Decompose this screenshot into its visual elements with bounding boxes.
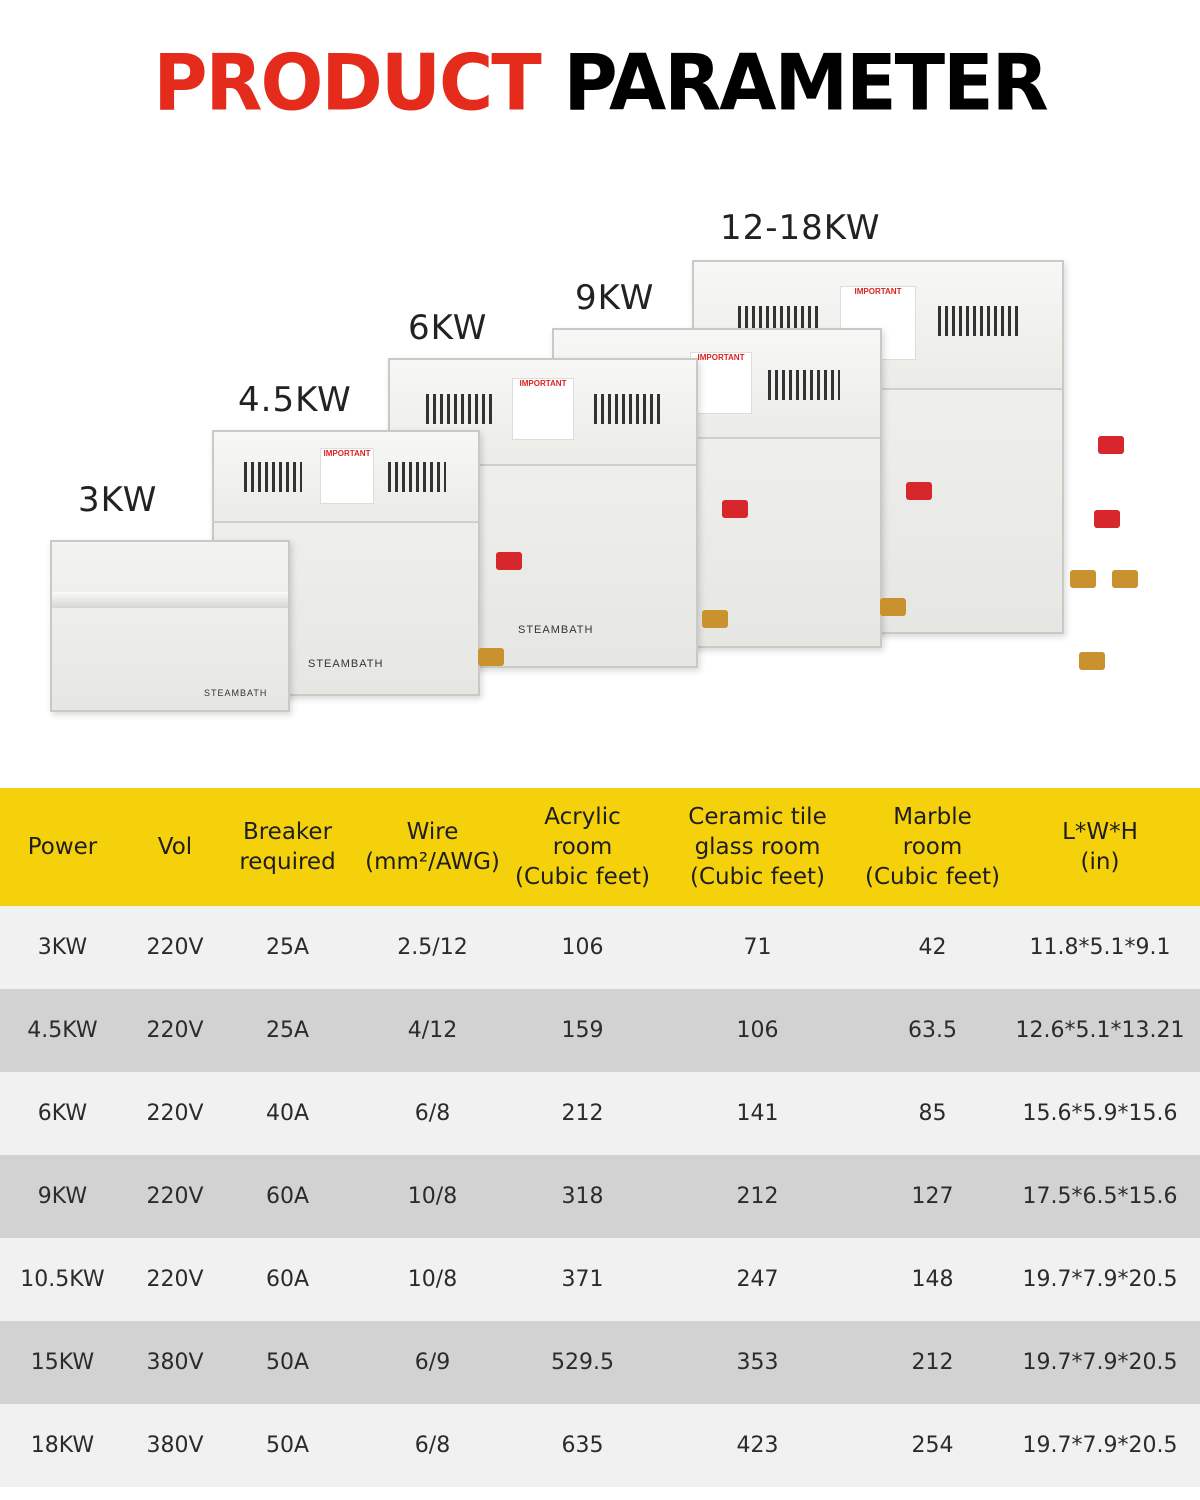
valve-icon (1098, 436, 1124, 454)
cell-vol: 220V (146, 1184, 204, 1209)
header-breaker: Breaker required (239, 819, 336, 875)
table-row (0, 906, 1200, 989)
parameter-table (0, 788, 1200, 1487)
valve-icon (496, 552, 522, 570)
cell-power: 3KW (37, 935, 88, 960)
valve-icon (722, 500, 748, 518)
page-title (0, 38, 1200, 128)
cell-breaker: 25A (265, 935, 310, 960)
cell-dimensions: 19.7*7.9*20.5 (1022, 1350, 1178, 1375)
important-sticker: IMPORTANT (512, 378, 574, 440)
cell-acrylic: 635 (561, 1433, 604, 1458)
label-9kw: 9KW (575, 278, 655, 318)
cell-acrylic: 371 (561, 1267, 604, 1292)
cell-acrylic: 106 (561, 935, 604, 960)
cell-vol: 380V (146, 1350, 204, 1375)
cell-breaker: 50A (265, 1350, 310, 1375)
valve-icon (702, 610, 728, 628)
table-row (0, 989, 1200, 1072)
cell-acrylic: 212 (561, 1101, 604, 1126)
header-ceramic-room: Ceramic tile glass room (Cubic feet) (688, 804, 827, 890)
cell-wire: 6/8 (414, 1101, 451, 1126)
cell-ceramic: 423 (736, 1433, 779, 1458)
cell-acrylic: 529.5 (551, 1350, 614, 1375)
cell-marble: 148 (911, 1267, 954, 1292)
cell-dimensions: 15.6*5.9*15.6 (1022, 1101, 1178, 1126)
cell-dimensions: 12.6*5.1*13.21 (1015, 1018, 1185, 1043)
valve-icon (478, 648, 504, 666)
cell-marble: 254 (911, 1433, 954, 1458)
valve-icon (1112, 570, 1138, 588)
cell-power: 15KW (30, 1350, 95, 1375)
cell-acrylic: 318 (561, 1184, 604, 1209)
cell-power: 18KW (30, 1433, 95, 1458)
cell-ceramic: 106 (736, 1018, 779, 1043)
label-4-5kw: 4.5KW (238, 380, 352, 420)
cell-vol: 380V (146, 1433, 204, 1458)
cell-ceramic: 141 (736, 1101, 779, 1126)
cell-wire: 6/8 (414, 1433, 451, 1458)
title-part-black: PARAMETER (563, 37, 1047, 129)
cell-ceramic: 247 (736, 1267, 779, 1292)
label-6kw: 6KW (408, 308, 488, 348)
cell-breaker: 50A (265, 1433, 310, 1458)
important-sticker: IMPORTANT (690, 352, 752, 414)
table-row (0, 1072, 1200, 1155)
header-marble-room: Marble room (Cubic feet) (865, 804, 1000, 890)
brand-text: STEAMBATH (204, 688, 268, 698)
cell-vol: 220V (146, 1101, 204, 1126)
cell-marble: 42 (918, 935, 947, 960)
cell-breaker: 60A (265, 1267, 310, 1292)
cell-dimensions: 17.5*6.5*15.6 (1022, 1184, 1178, 1209)
cell-wire: 10/8 (407, 1184, 458, 1209)
cell-ceramic: 212 (736, 1184, 779, 1209)
table-row (0, 1321, 1200, 1404)
cell-power: 6KW (37, 1101, 88, 1126)
steam-generator-3kw (50, 540, 290, 712)
brand-text: STEAMBATH (518, 624, 594, 636)
cell-marble: 212 (911, 1350, 954, 1375)
cell-wire: 6/9 (414, 1350, 451, 1375)
table-row (0, 1404, 1200, 1487)
table-header (0, 788, 1200, 906)
cell-marble: 63.5 (908, 1018, 957, 1043)
header-wire: Wire (mm²/AWG) (365, 819, 500, 875)
cell-wire: 10/8 (407, 1267, 458, 1292)
header-power: Power (27, 834, 98, 860)
valve-icon (880, 598, 906, 616)
cell-breaker: 40A (265, 1101, 310, 1126)
cell-marble: 85 (918, 1101, 947, 1126)
cell-vol: 220V (146, 1018, 204, 1043)
cell-dimensions: 19.7*7.9*20.5 (1022, 1433, 1178, 1458)
table-row (0, 1238, 1200, 1321)
valve-icon (1070, 570, 1096, 588)
cell-vol: 220V (146, 1267, 204, 1292)
valve-icon (906, 482, 932, 500)
important-sticker: IMPORTANT (840, 286, 916, 360)
cell-dimensions: 11.8*5.1*9.1 (1029, 935, 1171, 960)
product-lineup-image (0, 190, 1200, 750)
label-3kw: 3KW (78, 480, 158, 520)
cell-breaker: 60A (265, 1184, 310, 1209)
cell-wire: 4/12 (407, 1018, 458, 1043)
cell-acrylic: 159 (561, 1018, 604, 1043)
cell-power: 4.5KW (27, 1018, 98, 1043)
cell-dimensions: 19.7*7.9*20.5 (1022, 1267, 1178, 1292)
cell-power: 9KW (37, 1184, 88, 1209)
important-sticker: IMPORTANT (320, 448, 374, 504)
header-acrylic-room: Acrylic room (Cubic feet) (515, 804, 650, 890)
cell-vol: 220V (146, 935, 204, 960)
cell-wire: 2.5/12 (397, 935, 468, 960)
cell-power: 10.5KW (20, 1267, 105, 1292)
title-part-red: PRODUCT (153, 37, 540, 129)
brand-text: STEAMBATH (308, 658, 384, 670)
label-12-18kw: 12-18KW (720, 208, 881, 248)
cell-ceramic: 71 (743, 935, 772, 960)
header-vol: Vol (157, 834, 193, 860)
table-row (0, 1155, 1200, 1238)
cell-marble: 127 (911, 1184, 954, 1209)
cell-breaker: 25A (265, 1018, 310, 1043)
header-dimensions: L*W*H (in) (1062, 819, 1138, 875)
cell-ceramic: 353 (736, 1350, 779, 1375)
